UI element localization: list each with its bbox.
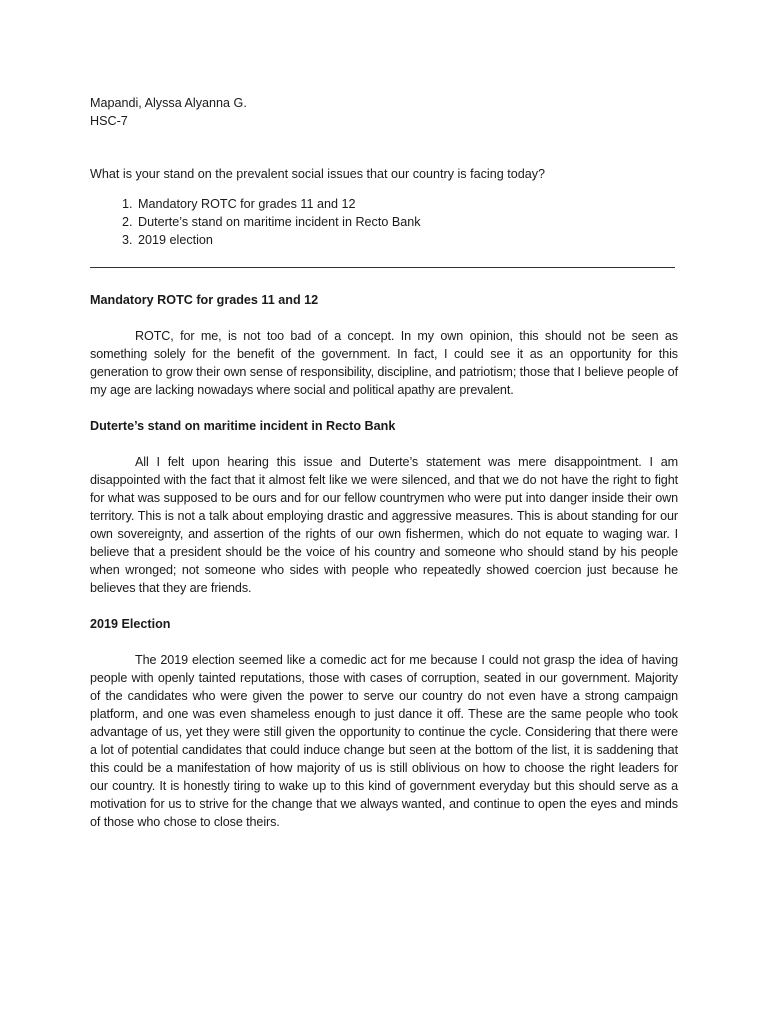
section-recto-bank <box>90 417 678 597</box>
topic-list <box>90 195 678 249</box>
section-heading: Duterte’s stand on maritime incident in Recto Bank <box>90 419 396 433</box>
section-paragraph: All I felt upon hearing this issue and Duterte’s statement was mere disappointment. I am disappointed with the fact that it almost felt like we were silenced, and that we do not have the right to fight for what was supposed to be ours and for our fellow countrymen who were put into danger inside their own territory. This is not a talk about employing drastic and aggressive measures. This is about standing for our own sovereignty, and assertion of the rights of our own fishermen, which do not equate to waging war. I believe that a president should be the voice of his country and someone who should stand by his people when wronged; not someone who sides with people who repeatedly showed coercion just because he believes that they are friends. <box>90 455 678 595</box>
section-heading: 2019 Election <box>90 617 171 631</box>
list-item: 1. Mandatory ROTC for grades 11 and 12 <box>136 195 678 213</box>
document-page <box>90 94 678 831</box>
class-section: HSC-7 <box>90 114 128 128</box>
list-item: 3. 2019 election <box>136 231 678 249</box>
section-paragraph: The 2019 election seemed like a comedic act for me because I could not grasp the idea of having people with openly tainted reputations, those with cases of corruption, seated in our government. Majority of the candidates who were given the power to serve our country do not even have a strong campaign platform, and one was even shameless enough to just dance it off. These are the same people who took advantage of us, yet they were still given the opportunity to continue the cycle. Considering that there were a lot of potential candidates that could induce change but seen at the bottom of the list, it is saddening that this could be a manifestation of how majority of us is still oblivious on how to choose the right leaders for our country. It is honestly tiring to wake up to this kind of government everyday but this should serve as a motivation for us to strive for the change that we always wanted, and continue to open the eyes and minds of those who chose to close theirs. <box>90 653 678 829</box>
section-rotc <box>90 291 678 399</box>
section-2019-election <box>90 615 678 831</box>
section-paragraph: ROTC, for me, is not too bad of a concept. In my own opinion, this should not be seen as something solely for the benefit of the government. In fact, I could see it as an opportunity for this generation to grow their own sense of responsibility, discipline, and patriotism; those that I believe people of my age are lacking nowadays where social and political apathy are prevalent. <box>90 329 678 397</box>
essay-question: What is your stand on the prevalent social issues that our country is facing today? <box>90 167 546 181</box>
list-item: 2. Duterte’s stand on maritime incident in Recto Bank <box>136 213 678 231</box>
section-heading: Mandatory ROTC for grades 11 and 12 <box>90 293 319 307</box>
author-name: Mapandi, Alyssa Alyanna G. <box>90 96 247 110</box>
